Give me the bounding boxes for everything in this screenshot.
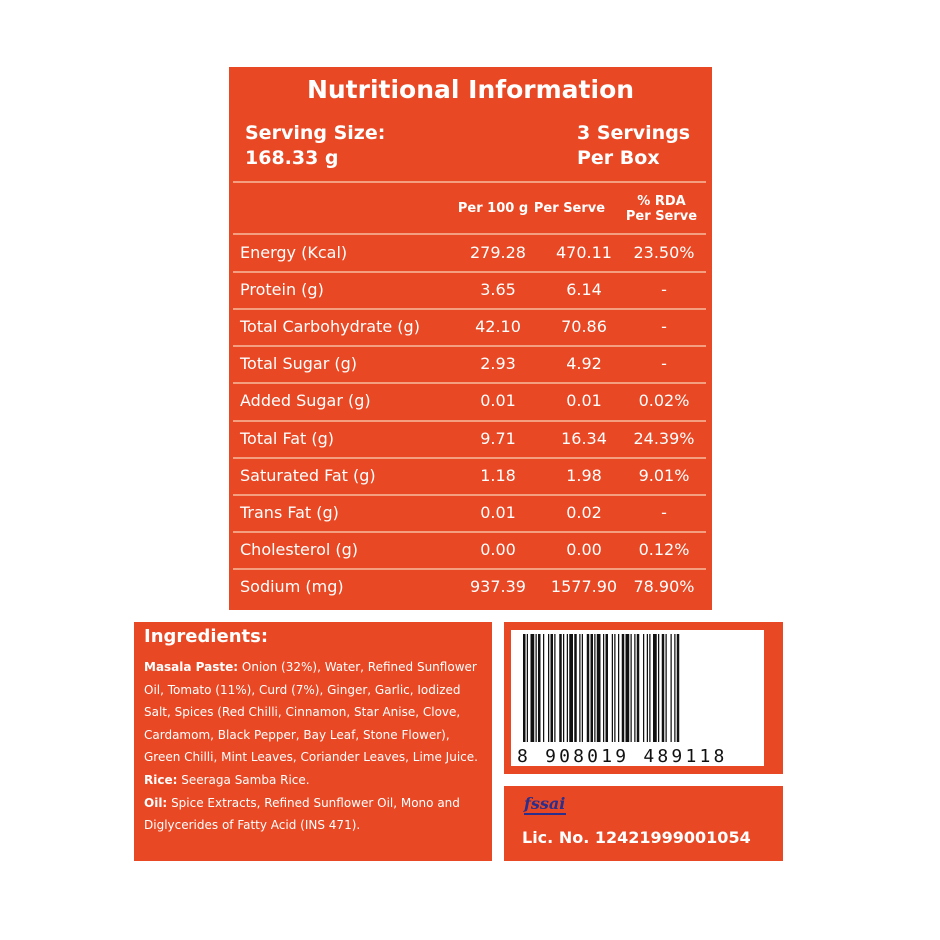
ingredients-panel [134,622,492,861]
value-perserve: 1577.90 [550,576,618,596]
nutrient-label: Total Carbohydrate (g) [240,317,420,337]
value-rda: 9.01% [638,465,690,485]
barcode-bar [531,634,535,742]
nutrient-label: Sodium (mg) [240,576,344,596]
serving-size-label: Serving Size: [245,122,386,144]
value-rda: - [661,280,667,300]
nutrition-row [229,272,712,309]
barcode-bar [594,634,595,742]
value-rda: 78.90% [633,576,695,596]
nutrient-label: Energy (Kcal) [240,243,348,262]
rice-text: Seeraga Samba Rice. [181,772,310,787]
barcode-bar [671,634,672,742]
barcode-bar [653,634,657,742]
nutrition-row [229,383,712,420]
barcode-bar [622,634,625,742]
barcode-bar [612,634,613,742]
barcode-bar [582,634,583,742]
value-per100: 3.65 [480,280,516,300]
barcode-bar [587,634,590,742]
barcode-bar [567,634,568,742]
barcode-bar [643,634,644,742]
ingredients-body [144,656,489,837]
rice-label: Rice: [144,772,178,787]
barcode-bar [559,634,562,742]
fssai-logo-underline [524,813,566,815]
masala-label: Masala Paste: [144,660,239,674]
nutrition-panel [229,67,712,610]
barcode-bar [649,634,650,742]
value-per100: 1.18 [480,465,516,485]
value-per100: 279.28 [470,243,526,262]
oil-text: Spice Extracts, Refined Sunflower Oil, Mono and Diglycerides of Fatty Acid (INS 471). [144,795,460,833]
nutrition-row [229,495,712,532]
servings-per-box [577,121,690,171]
barcode-bar [527,634,528,742]
nutrient-label: Total Fat (g) [240,428,334,448]
barcode-bar [591,634,594,742]
barcode-bar [569,634,573,742]
value-perserve: 0.00 [566,539,602,559]
barcode-bar [666,634,667,742]
barcode-number: 8 908019 489118 [517,746,728,767]
barcode-bar [554,634,555,742]
value-per100: 0.00 [480,539,516,559]
value-rda: - [661,317,667,337]
nutrition-row [229,532,712,569]
value-rda: - [661,354,667,374]
barcode-bar [543,634,544,742]
nutrition-row [229,569,712,606]
nutrient-label: Saturated Fat (g) [240,465,376,485]
barcode-bar [647,634,648,742]
value-per100: 9.71 [480,428,516,448]
fssai-logo-text: fssai [524,794,566,813]
barcode-bar [662,634,665,742]
servings-count: 3 Servings [577,122,691,144]
barcode [511,630,764,766]
barcode-bar [634,634,635,742]
fssai-logo [524,794,565,813]
value-rda: 24.39% [633,428,695,448]
barcode-bar [536,634,537,742]
value-perserve: 16.34 [561,428,607,448]
nutrition-row [229,235,712,272]
nutrient-label: Total Sugar (g) [240,354,358,374]
serving-size-value: 168.33 g [245,147,339,169]
nutrition-title: Nutritional Information [306,75,635,104]
nutrient-label: Cholesterol (g) [240,539,359,559]
barcode-bar [674,634,675,742]
column-header-perserve: Per Serve [533,201,606,216]
barcode-bar [614,634,615,742]
value-rda: 23.50% [633,243,695,262]
oil-label: Oil: [144,795,168,810]
value-rda: 0.02% [638,391,690,411]
value-per100: 0.01 [480,391,516,411]
nutrition-row [229,421,712,458]
column-header-per100: Per 100 g [457,201,529,216]
barcode-bar [603,634,604,742]
barcode-bar [677,634,680,742]
barcode-bar [618,634,619,742]
barcode-bar [538,634,541,742]
license-panel [504,786,783,861]
value-perserve: 70.86 [561,317,607,337]
barcode-bar [574,634,577,742]
barcode-bar [658,634,659,742]
barcode-panel [504,622,783,774]
barcode-bar [631,634,632,742]
barcode-bar [563,634,564,742]
value-per100: 42.10 [475,317,521,337]
barcode-bar [637,634,640,742]
barcode-bar [606,634,609,742]
barcode-bar [551,634,554,742]
nutrition-row [229,309,712,346]
nutrition-row [229,458,712,495]
barcode-bar [626,634,630,742]
value-perserve: 470.11 [556,243,612,262]
column-header-rda [614,194,709,224]
barcode-bar [579,634,580,742]
rda-line2: Per Serve [625,209,698,224]
nutrient-label: Protein (g) [240,280,324,300]
value-perserve: 0.02 [566,502,602,522]
barcode-bar [597,634,601,742]
value-perserve: 1.98 [566,465,602,485]
value-per100: 2.93 [480,354,516,374]
value-perserve: 4.92 [566,354,602,374]
value-perserve: 6.14 [566,280,602,300]
value-per100: 937.39 [470,576,526,596]
nutrition-row [229,346,712,383]
value-rda: 0.12% [638,539,690,559]
serving-size [245,121,385,171]
rda-line1: % RDA [637,194,686,209]
barcode-bar [548,634,549,742]
value-rda: - [661,502,667,522]
license-number: Lic. No. 12421999001054 [522,828,751,847]
divider [233,181,706,183]
nutrient-label: Added Sugar (g) [240,391,371,411]
ingredients-title: Ingredients: [144,626,269,647]
nutrient-label: Trans Fat (g) [240,502,339,522]
barcode-bar [523,634,526,742]
value-per100: 0.01 [480,502,516,522]
value-perserve: 0.01 [566,391,602,411]
servings-per: Per Box [577,147,660,169]
masala-text: Onion (32%), Water, Refined Sunflower Oil, Tomato (11%), Curd (7%), Ginger, Garlic, Iodized Salt, Spices (Red Chilli, Cinnamon, Star Anise, Clove, Cardamom, Black Pepper, Bay Leaf, Stone Flower), Green Chilli, Mint Leaves, Coriander Leaves, Lime Juice. [144,660,478,765]
